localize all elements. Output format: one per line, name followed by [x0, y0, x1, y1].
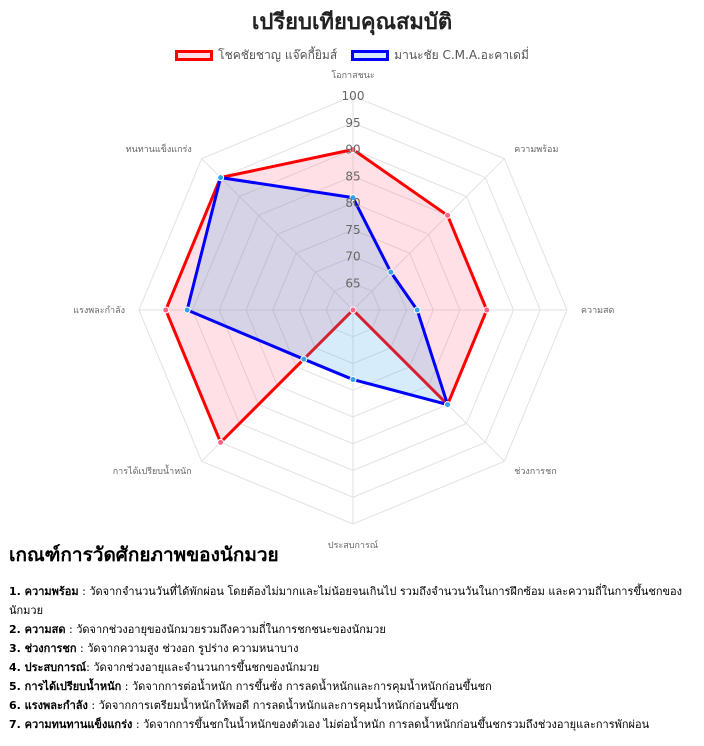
criteria-item-label: 3. ช่วงการชก [9, 642, 77, 655]
axis-label: ความสด [581, 306, 615, 316]
criteria-item-label: 2. ความสด [9, 623, 66, 636]
axis-label: ทนทานแข็งแกร่ง [125, 144, 192, 155]
radial-tick-label: 70 [345, 249, 361, 264]
criteria-item [9, 696, 695, 715]
criteria-item-separator: : [132, 718, 144, 731]
radial-tick-label: 65 [345, 276, 361, 291]
criteria-item [9, 639, 695, 658]
criteria-item-text: วัดจากความสูง ช่วงอก รูปร่าง ความหนาบาง [87, 642, 299, 655]
criteria-item-separator: : [76, 642, 88, 655]
series-1-point [350, 307, 356, 313]
axis-label: ประสบการณ์ [327, 541, 379, 551]
series-2-point [388, 269, 394, 275]
series-2-point [184, 307, 190, 313]
radar-chart [0, 66, 704, 551]
criteria-item [9, 677, 695, 696]
criteria-item-text: วัดจากช่วงอายุและจำนวนการขึ้นชกของนักมวย [93, 661, 320, 674]
criteria-item-separator: : [121, 680, 132, 693]
legend-label-series-1: โชคชัยชาญ แจ๊คกี้ยิมส์ [218, 48, 338, 62]
criteria-item-text: วัดจากจำนวนวันที่ได้พักผ่อน โดยต้องไม่มากและไม่น้อยจนเกินไป รวมถึงจำนวนวันในการฝึกซ้อม และความถี่ในการขึ้นชกของนักมวย [9, 585, 683, 617]
axis-label: ช่วงการชก [514, 467, 557, 478]
criteria-item-separator: : [87, 699, 99, 712]
series-2-point [350, 377, 356, 383]
axis-label: การได้เปรียบน้ำหนัก [112, 467, 192, 478]
legend-item-series-1[interactable] [175, 46, 337, 65]
series-1-point [445, 212, 451, 218]
series-1-point [163, 307, 169, 313]
criteria-item [9, 582, 695, 620]
radial-tick-label: 85 [345, 169, 361, 184]
chart-legend [0, 46, 704, 65]
criteria-item [9, 658, 695, 677]
chart-title: เปรียบเทียบคุณสมบัติ [251, 10, 453, 35]
legend-label-series-2: มานะชัย C.M.A.อะคาเดมี่ [394, 48, 529, 62]
criteria-item [9, 620, 695, 639]
radial-tick-label: 75 [345, 222, 361, 237]
criteria-item-label: 5. การได้เปรียบน้ำหนัก [9, 680, 122, 693]
radial-tick-label: 95 [345, 115, 361, 130]
criteria-item-text: วัดจากช่วงอายุของนักมวยรวมถึงความถี่ในการชกชนะของนักมวย [76, 623, 386, 636]
criteria-item-label: 6. แรงพละกำลัง [9, 699, 88, 712]
legend-swatch-series-2 [351, 50, 389, 61]
criteria-section [9, 540, 695, 734]
criteria-list [9, 582, 695, 734]
series-1-point [218, 439, 224, 445]
radial-tick-label: 80 [345, 196, 361, 210]
radial-tick-label: 100 [341, 89, 365, 103]
criteria-item-separator: : [65, 623, 77, 636]
legend-item-series-2[interactable] [351, 46, 529, 65]
series-2-point [218, 175, 224, 181]
criteria-item-separator: : [86, 661, 94, 674]
series-2-point [414, 307, 420, 313]
criteria-item-text: วัดจากการต่อน้ำหนัก การขึ้นชั่ง การลดน้ำหนักและการคุมน้ำหนักก่อนขึ้นชก [132, 680, 492, 693]
series-2-point [445, 402, 451, 408]
criteria-item-label: 1. ความพร้อม [9, 585, 79, 598]
criteria-item-label: 7. ความทนทานแข็งแกร่ง [9, 718, 133, 731]
axis-label: แรงพละกำลัง [73, 306, 125, 316]
radial-tick-label: 90 [345, 142, 361, 157]
criteria-item-text: วัดจากการเตรียมน้ำหนักให้พอดี การลดน้ำหนักและการคุมน้ำหนักก่อนขึ้นชก [98, 699, 459, 712]
criteria-item-text: วัดจากการขึ้นชกในน้ำหนักของตัวเอง ไม่ต่อน้ำหนัก การลดน้ำหนักก่อนขึ้นชกรวมถึงช่วงอายุและการพักผ่อน [143, 718, 650, 731]
axis-label: ความพร้อม [514, 144, 559, 155]
criteria-item-separator: : [78, 585, 90, 598]
legend-swatch-series-1 [175, 50, 213, 61]
criteria-heading: เกณฑ์การวัดศักยภาพของนักมวย [9, 544, 279, 566]
criteria-item-label: 4. ประสบการณ์ [9, 661, 87, 674]
series-1-point [484, 307, 490, 313]
criteria-item [9, 715, 695, 734]
axis-label: โอกาสชนะ [331, 71, 375, 81]
series-2-point [301, 356, 307, 362]
